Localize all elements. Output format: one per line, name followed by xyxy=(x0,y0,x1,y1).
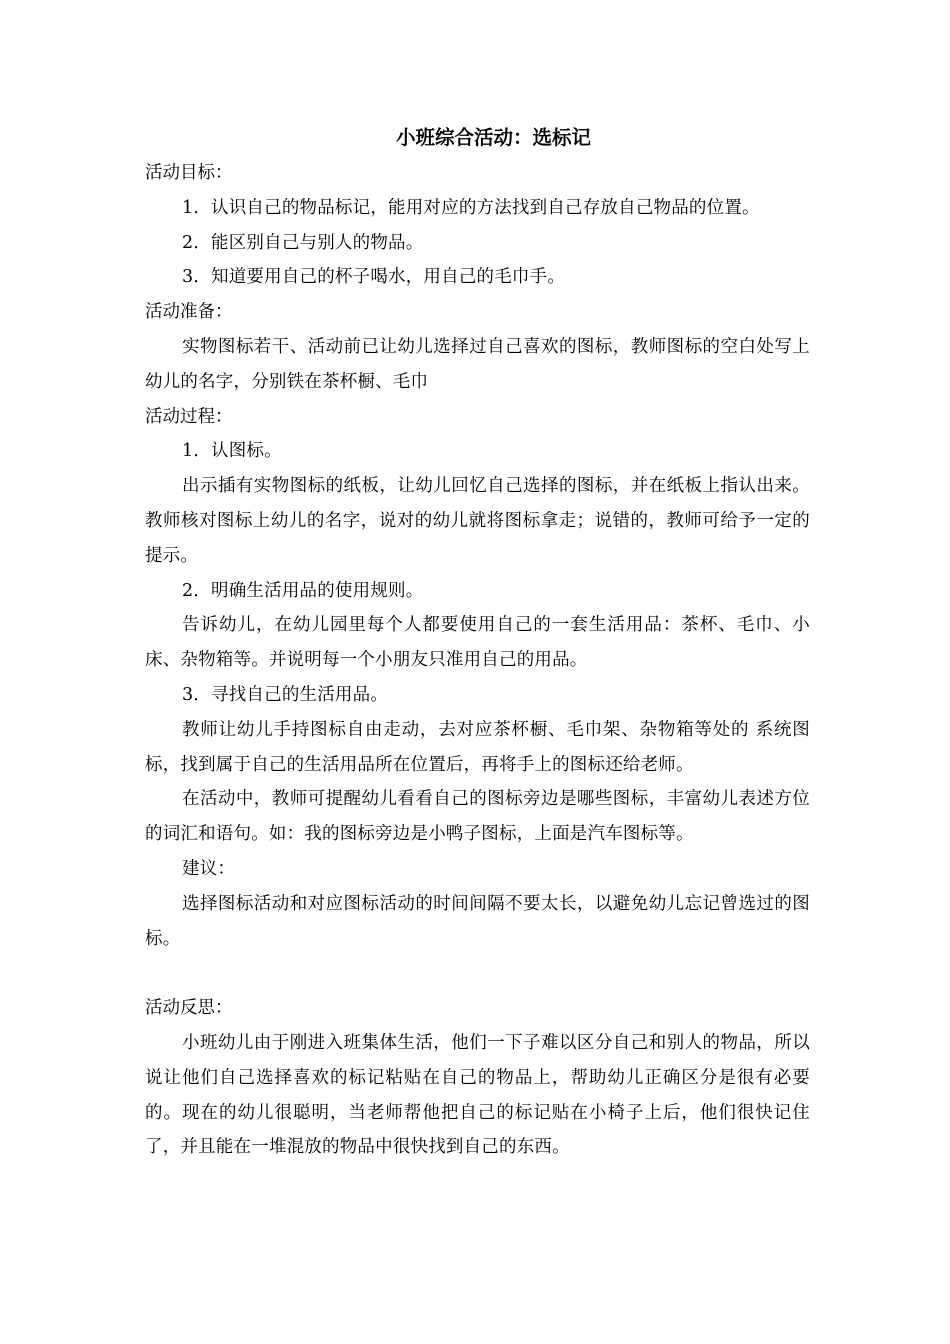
document-body xyxy=(145,122,810,1165)
blank-line xyxy=(145,956,810,991)
preparation-heading: 活动准备： xyxy=(145,302,233,323)
preparation-text: 实物图标若干、活动前已让幼儿选择过自己喜欢的图标，教师图标的空白处写上幼儿的名字，分别铁在茶杯橱、毛巾 xyxy=(145,336,810,392)
goals-heading: 活动目标： xyxy=(145,163,233,183)
goal-item-2: 2．能区别自己与别人的物品。 xyxy=(182,232,424,253)
goal-item-1: 1．认识自己的物品标记，能用对应的方法找到自己存放自己物品的位置。 xyxy=(182,197,760,218)
step1-text: 出示插有实物图标的纸板，让幼儿回忆自己选择的图标，并在纸板上指认出来。教师核对图标上幼儿的名字，说对的幼儿就将图标拿走；说错的，教师可给予一定的提示。 xyxy=(145,476,810,566)
step2-text: 告诉幼儿，在幼儿园里每个人都要使用自己的一套生活用品：茶杯、毛巾、小床、杂物箱等。并说明每一个小朋友只准用自己的用品。 xyxy=(145,615,810,671)
step3-text: 教师让幼儿手持图标自由走动，去对应茶杯橱、毛巾架、杂物箱等处的 系统图标，找到属于自己的生活用品所在位置后，再将手上的图标还给老师。 xyxy=(145,719,810,775)
document-title: 小班综合活动：选标记 xyxy=(395,126,591,149)
step1-title: 1．认图标。 xyxy=(182,441,282,462)
goal-item-3: 3．知道要用自己的杯子喝水，用自己的毛巾手。 xyxy=(182,267,566,288)
step3-title: 3．寻找自己的生活用品。 xyxy=(182,684,389,705)
reflection-text: 小班幼儿由于刚进入班集体生活，他们一下子难以区分自己和别人的物品，所以说让他们自己选择喜欢的标记粘贴在自己的物品上，帮助幼儿正确区分是很有必要的。现在的幼儿很聪明，当老师帮他把自己的标记贴在小椅子上后，他们很快记住了，并且能在一堆混放的物品中很快找到自己的东西。 xyxy=(145,1032,810,1158)
step3-text-2: 在活动中，教师可提醒幼儿看看自己的图标旁边是哪些图标，丰富幼儿表述方位的词汇和语句。如：我的图标旁边是小鸭子图标，上面是汽车图标等。 xyxy=(145,789,810,845)
suggestion-title: 建议： xyxy=(182,858,236,879)
reflection-heading: 活动反思： xyxy=(145,998,233,1019)
suggestion-text: 选择图标活动和对应图标活动的时间间隔不要太长，以避免幼儿忘记曾选过的图标。 xyxy=(145,893,810,949)
process-heading: 活动过程： xyxy=(145,406,233,427)
step2-title: 2．明确生活用品的使用规则。 xyxy=(182,580,424,601)
